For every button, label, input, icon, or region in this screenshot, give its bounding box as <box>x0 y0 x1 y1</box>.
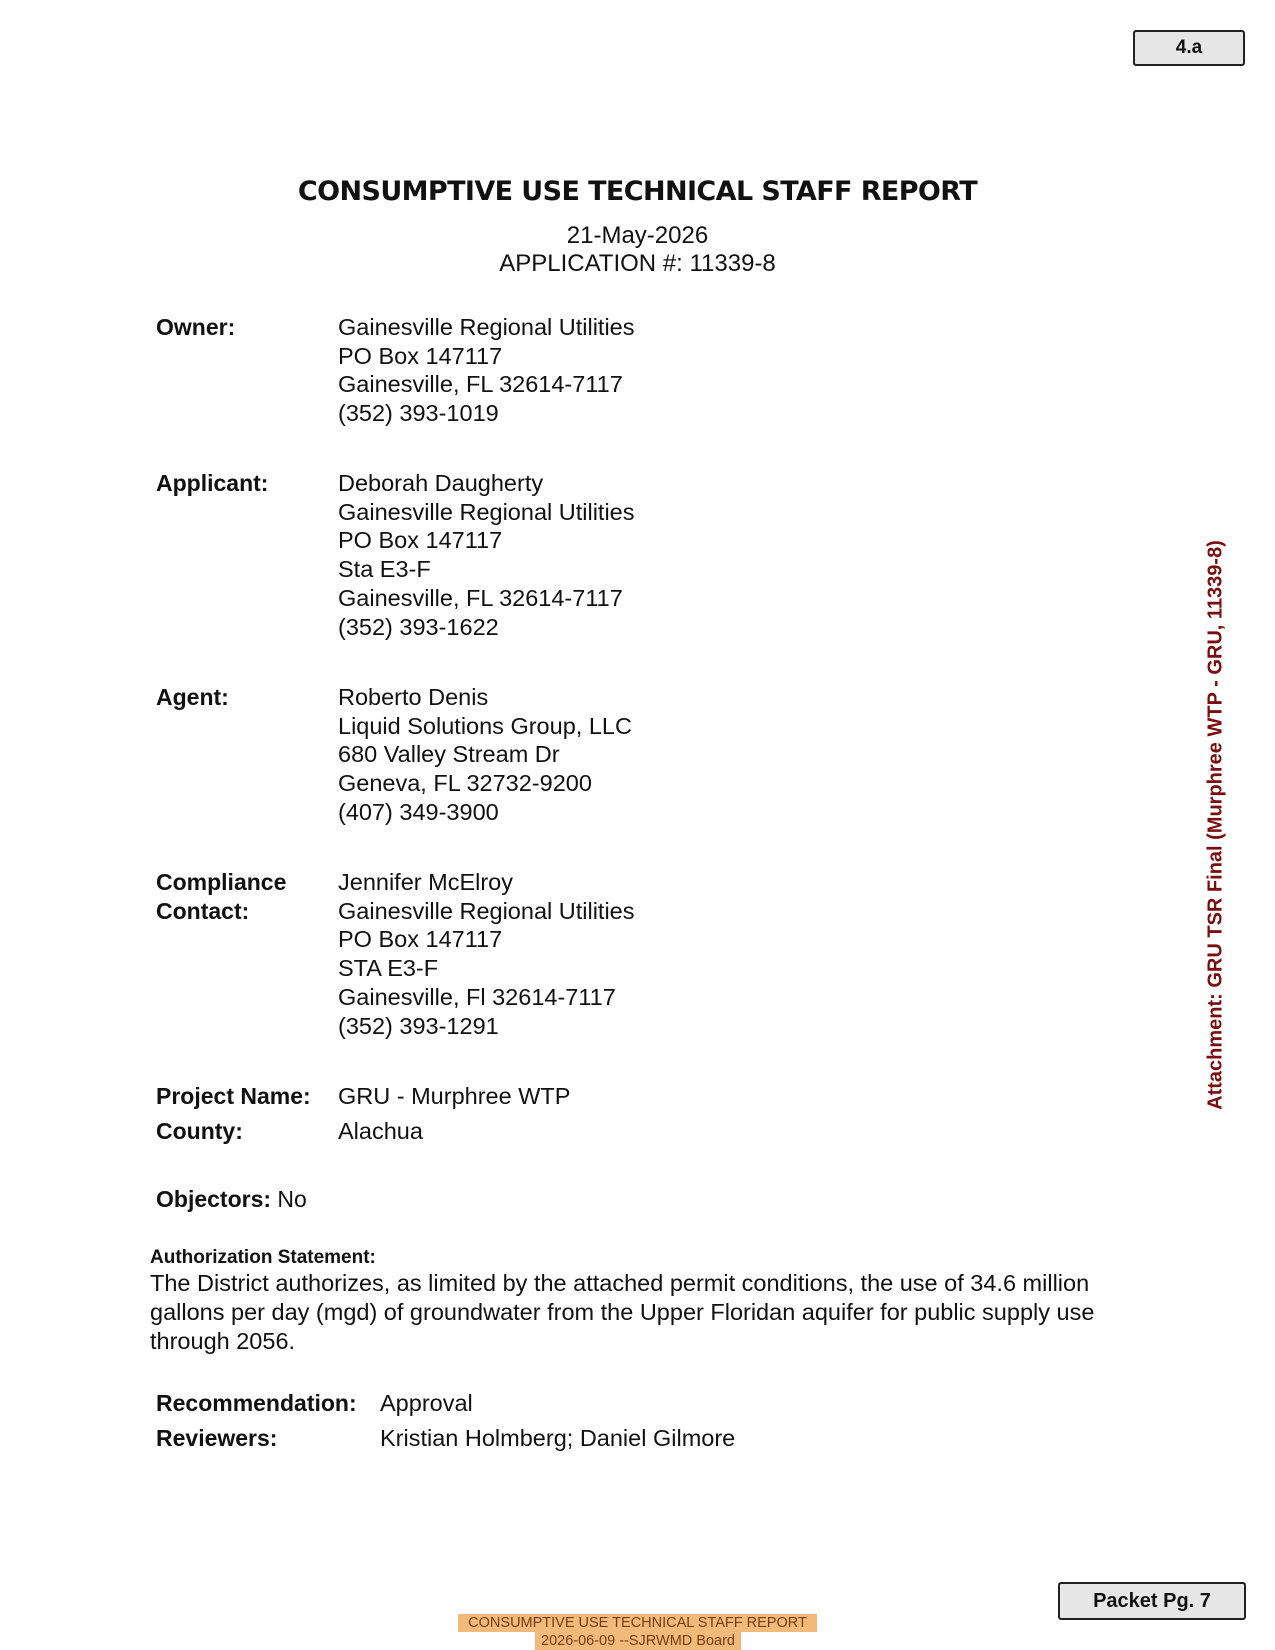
applicant-line: Sta E3-F <box>338 556 431 583</box>
objectors-label: Objectors: <box>156 1186 272 1212</box>
compliance-contact-details <box>338 868 635 1040</box>
applicant-details <box>338 469 635 641</box>
compliance-line: Gainesville, Fl 32614-7117 <box>338 983 616 1010</box>
county-label: County: <box>156 1118 243 1144</box>
applicant-line: Gainesville, FL 32614-7117 <box>338 584 623 611</box>
application-number: APPLICATION #: 11339-8 <box>499 250 776 277</box>
reviewers-label: Reviewers: <box>156 1425 278 1451</box>
applicant-line: PO Box 147117 <box>338 527 503 554</box>
applicant-label: Applicant: <box>156 470 269 496</box>
attachment-side-label: Attachment: GRU TSR Final (Murphree WTP - GRU, 11339-8) <box>1204 540 1227 1110</box>
report-title: CONSUMPTIVE USE TECHNICAL STAFF REPORT <box>297 176 978 207</box>
compliance-contact-label <box>156 868 286 926</box>
project-name-value: GRU - Murphree WTP <box>338 1083 571 1109</box>
owner-line: PO Box 147117 <box>338 342 503 369</box>
authorization-statement: The District authorizes, as limited by the attached permit conditions, the use of 34.6 million gallons per day (mgd) of groundwater from the Upper Floridan aquifer for public supply use through 2056. <box>150 1270 1095 1354</box>
agent-line: Geneva, FL 32732-9200 <box>338 770 592 797</box>
compliance-line: (352) 393-1291 <box>338 1012 499 1039</box>
applicant-line: Deborah Daugherty <box>338 470 544 496</box>
page-tag-badge: 4.a <box>1133 30 1245 66</box>
compliance-line: Gainesville Regional Utilities <box>338 897 635 924</box>
agent-line: Liquid Solutions Group, LLC <box>338 712 632 739</box>
county-value: Alachua <box>338 1118 423 1144</box>
owner-line: Gainesville, FL 32614-7117 <box>338 371 623 398</box>
owner-line: Gainesville Regional Utilities <box>338 314 635 340</box>
owner-label: Owner: <box>156 314 236 340</box>
footer-meeting: 2026-06-09 --SJRWMD Board <box>535 1632 741 1650</box>
authorization-label: Authorization Statement: <box>150 1247 376 1268</box>
compliance-line: PO Box 147117 <box>338 926 503 953</box>
recommendation-value: Approval <box>380 1390 473 1416</box>
agent-details <box>338 683 632 827</box>
agent-line: 680 Valley Stream Dr <box>338 741 560 768</box>
owner-details <box>338 313 635 428</box>
applicant-line: (352) 393-1622 <box>338 613 499 640</box>
recommendation-label: Recommendation: <box>156 1390 357 1416</box>
objectors-line <box>156 1185 307 1214</box>
footer-title: CONSUMPTIVE USE TECHNICAL STAFF REPORT <box>458 1614 817 1632</box>
compliance-line: STA E3-F <box>338 955 439 982</box>
applicant-line: Gainesville Regional Utilities <box>338 498 635 525</box>
report-date: 21-May-2026 <box>566 222 709 249</box>
objectors-value: No <box>277 1186 307 1212</box>
agent-label: Agent: <box>156 684 229 710</box>
packet-page-badge: Packet Pg. 7 <box>1058 1582 1246 1620</box>
project-name-label: Project Name: <box>156 1083 311 1109</box>
compliance-label-line: Contact: <box>156 898 250 924</box>
agent-line: (407) 349-3900 <box>338 798 499 825</box>
agent-line: Roberto Denis <box>338 684 489 710</box>
owner-line: (352) 393-1019 <box>338 400 499 427</box>
compliance-label-line: Compliance <box>156 869 287 895</box>
reviewers-value: Kristian Holmberg; Daniel Gilmore <box>380 1425 736 1451</box>
compliance-line: Jennifer McElroy <box>338 869 513 895</box>
